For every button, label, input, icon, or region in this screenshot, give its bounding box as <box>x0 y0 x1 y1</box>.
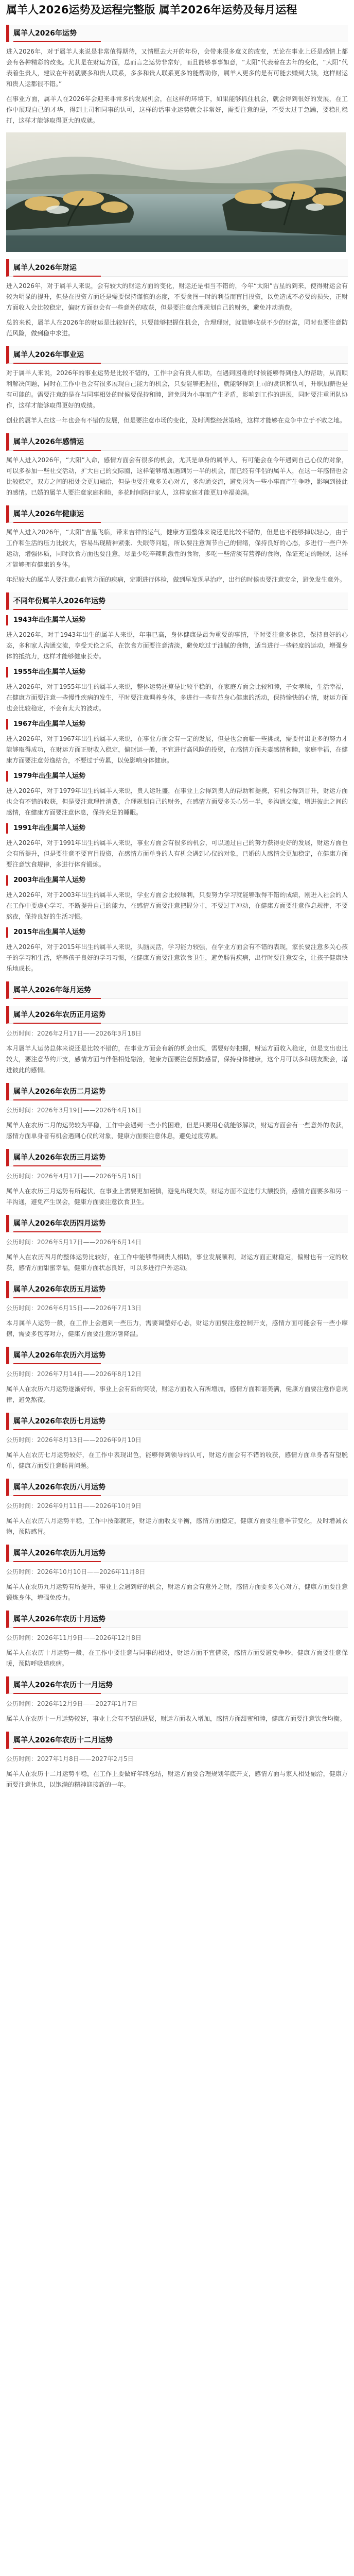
section-heading <box>6 592 348 610</box>
page-title: 属羊人2026运势及运程完整版 属羊2026年运势及每月运程 <box>6 4 297 16</box>
section-heading-text: 属羊人2026年农历九月运势 <box>13 1549 105 1557</box>
section-heading <box>6 433 348 451</box>
heading-underline <box>13 1297 101 1298</box>
section-heading <box>6 259 348 277</box>
paragraph: 进入2026年，对于1967年出生的属羊人来说，在事业方面会有一定的发展，但是也会面临一些挑战，需要付出更多的努力才能够取得成功，在财运方面正财收入稳定，偏财运一般，不宜进行高风险的投资，在感情方面夫妻感情和睦，家庭幸福，在健康方面要注意劳逸结合，不要过于劳累，以免影响身体健康。 <box>6 735 348 764</box>
paragraph: 创业的属羊人在这一年也会有不错的发展，但是要注意市场的变化，及时调整经营策略，这样才能够在竞争中立于不败之地。 <box>6 417 346 424</box>
section-heading <box>6 1479 348 1496</box>
heading-underline <box>13 276 101 277</box>
paragraph: 属羊人在农历七月运势较好，在工作中表现出色，能够得到领导的认可，财运方面会有不错的收获，感情方面单身者有望脱单，健康方面要注意肠胃问题。 <box>6 1451 348 1469</box>
section-heading-text: 属羊人2026年农历正月运势 <box>13 1011 105 1019</box>
paragraph: 属羊人在农历六月运势逐渐好转，事业上会有新的突破，财运方面收入有所增加，感情方面和谐美满，健康方面要注意作息规律，避免熬夜。 <box>6 1385 348 1403</box>
date-range: 公历时间：2026年7月14日——2026年8月12日 <box>6 1370 141 1378</box>
paragraph: 属羊人进入2026年，“太阳”吉星飞临，带来吉祥的运气，健康方面整体来说还是比较不错的，但是也不能够掉以轻心，由于工作和生活的压力比较大，容易出现精神紧张、失眠等问题，所以要注意调节自己的情绪，保持良好的心态，多进行一些户外运动，增强体质，同时饮食方面也要注意，尽量少吃辛辣刺激性的食物，多吃一些清淡有营养的食物，保证充足的睡眠，这样才能够拥有健康的身体。 <box>6 529 348 568</box>
section-heading <box>6 1215 348 1232</box>
paragraph: 进入2026年，对于1991年出生的属羊人来说，事业方面会有很多的机会，可以通过自己的努力获得更好的发展，财运方面也会有所提升，但是要注意不要盲目投资，在感情方面单身的人有机会遇到心仪的对象，已婚的人感情会更加稳定，在健康方面要注意饮食规律，多进行体育锻炼。 <box>6 839 348 868</box>
section-heading <box>6 1281 348 1298</box>
section-heading-text: 不同年份属羊人2026年运势 <box>13 597 105 605</box>
heading-underline <box>13 1693 101 1694</box>
section-heading-text: 属羊人2026年农历二月运势 <box>13 1088 105 1096</box>
heading-underline <box>13 609 101 610</box>
paragraph: 进入2026年，对于1955年出生的属羊人来说，整体运势还算是比较平稳的，在家庭方面会比较和睦，子女孝顺，生活幸福，在健康方面要注意一些慢性疾病的发生，平时要注意调养身体，多进行一些有益身心健康的活动，保持愉快的心情，财运方面也会比较稳定，不会有太大的波动。 <box>6 683 348 712</box>
paragraph: 进入2026年，对于1979年出生的属羊人来说，贵人运旺盛，在事业上会得到贵人的帮助和提携，有机会得到晋升，财运方面也会有不错的收获，但是要注意理性消费，合理规划自己的财务，在感情方面要多关心另一半，多沟通交流，增进彼此之间的感情，在健康方面要注意休息，保持充足的睡眠。 <box>6 787 348 816</box>
heading-underline <box>13 450 101 451</box>
heading-underline <box>13 522 101 523</box>
section-heading-text: 属羊人2026年健康运 <box>13 510 84 518</box>
section-heading-text: 属羊人2026年农历三月运势 <box>13 1154 105 1162</box>
heading-underline <box>13 1023 101 1024</box>
heading-underline <box>13 1429 101 1430</box>
section-heading-text: 属羊人2026年农历十月运势 <box>13 1615 105 1623</box>
section-heading-text: 属羊人2026年每月运势 <box>13 986 91 994</box>
heading-underline <box>13 1099 101 1100</box>
paragraph: 进入2026年，对于属羊人来说，会有较大的财运方面的变化，财运还是相当不错的，今年“太阳”吉星的到来，使得财运会有较为明显的提升，但是在投资方面还是需要保持谨慎的态度，不要贪图一时的利益而盲目投资，以免造成不必要的损失，正财方面收入会比较稳定，偏财方面也会有一些意外的收获，但是要注意合理规划自己的财务，避免冲动消费。 <box>6 282 348 311</box>
section-heading <box>6 1611 348 1628</box>
date-range: 公历时间：2026年2月17日——2026年3月18日 <box>6 1030 141 1037</box>
section-heading <box>6 1676 348 1694</box>
section-heading-text: 属羊人2026年农历六月运势 <box>13 1351 105 1360</box>
sub-heading: 1991年出生属羊人运势 <box>6 823 348 834</box>
section-heading <box>6 1083 348 1100</box>
section-heading-text: 属羊人2026年农历七月运势 <box>13 1417 105 1426</box>
heading-underline <box>13 1561 101 1562</box>
paragraph: 属羊人在农历十二月运势平稳，在工作上要做好年终总结，财运方面要合理规划年底开支，感情方面与家人相处融洽，健康方面要注意休息，以饱满的精神迎接新的一年。 <box>6 1770 348 1788</box>
section-heading <box>6 1545 348 1562</box>
landscape-painting-image <box>6 132 346 252</box>
paragraph: 进入2026年，对于2003年出生的属羊人来说，学业方面会比较顺利，只要努力学习就能够取得不错的成绩，刚进入社会的人在工作中要虚心学习，不断提升自己的能力，在感情方面要注意把握分寸，不要过于冲动，在健康方面要注意作息规律，不要熬夜，保持良好的生活习惯。 <box>6 891 348 920</box>
heading-underline <box>13 998 101 999</box>
date-range: 公历时间：2026年5月17日——2026年6月14日 <box>6 1239 141 1246</box>
paragraph: 属羊人在农历九月运势有所提升，事业上会遇到好的机会，财运方面会有意外之财，感情方面要多关心对方，健康方面要注意锻炼身体，增强免疫力。 <box>6 1583 348 1601</box>
heading-underline <box>13 1363 101 1364</box>
paragraph: 进入2026年，对于1943年出生的属羊人来说，年事已高，身体健康是最为重要的事情，平时要注意多休息，保持良好的心态，多和家人沟通交流，享受天伦之乐，在饮食方面要注意清淡，避免吃过于油腻的食物，适当进行一些轻度的运动，增强身体的抵抗力，这样才能够健康长寿。 <box>6 631 348 660</box>
paragraph: 总的来说，属羊人在2026年的财运是比较好的，只要能够把握住机会，合理理财，就能够收获不少的财富，同时也要注意防范风险，做到稳中求进。 <box>6 319 348 337</box>
paragraph: 属羊人在农历八月运势平稳，工作中按部就班，财运方面收支平衡，感情方面稳定，健康方面要注意季节变化，及时增减衣物，预防感冒。 <box>6 1517 348 1535</box>
heading-underline <box>13 1748 101 1749</box>
date-range: 公历时间：2026年9月11日——2026年10月9日 <box>6 1502 141 1510</box>
heading-underline <box>13 1231 101 1232</box>
section-heading-text: 属羊人2026年运势 <box>13 29 77 38</box>
section-heading <box>6 1732 348 1749</box>
section-heading-text: 属羊人2026年财运 <box>13 264 77 272</box>
sub-heading: 1955年出生属羊人运势 <box>6 667 348 677</box>
section-heading-text: 属羊人2026年事业运 <box>13 351 84 359</box>
date-range: 公历时间：2026年10月10日——2026年11月8日 <box>6 1568 146 1575</box>
section-heading-text: 属羊人2026年农历十二月运势 <box>13 1736 113 1744</box>
date-range: 公历时间：2026年4月17日——2026年5月16日 <box>6 1173 141 1180</box>
section-heading-text: 属羊人2026年感情运 <box>13 438 84 446</box>
section-heading <box>6 1347 348 1364</box>
paragraph: 属羊人在农历十月运势一般，在工作中要注意与同事的相处，财运方面不宜借贷，感情方面要避免争吵，健康方面要注意保暖，预防呼吸道疾病。 <box>6 1649 348 1667</box>
paragraph: 本月属羊人运势总体来说还是比较不错的，在事业方面会有新的机会出现，需要好好把握，财运方面收入稳定，但是支出也比较大，要注意节约开支，感情方面与伴侣相处融洽，健康方面要注意预防感冒，保持身体健康，这个月可以多和朋友聚会，增进彼此的感情。 <box>6 1045 348 1074</box>
section-heading-text: 属羊人2026年农历八月运势 <box>13 1483 105 1492</box>
date-range: 公历时间：2026年12月9日——2027年1月7日 <box>6 1700 138 1707</box>
article-body <box>6 25 348 1790</box>
paragraph: 进入2026年，对于属羊人来说是非常值得期待，又情愿去大开的年份，会带来很多意义的改变，无论在事业上还是感情上都会有各种精彩的改变。尤其是在财运方面，总而言之运势非常好，而且能够事事如意，“太阳”代表着在去年的变化，“大阳”代表着生贵人，建议在年初就要多和贵人联系，多多和贵人联系更多的能帮助你，属羊人更多的是有可能去赚到大钱，这样财运和贵人运都很不错。” <box>6 48 348 88</box>
heading-underline <box>13 1165 101 1166</box>
heading-underline <box>13 1627 101 1628</box>
paragraph: 属羊人进入2026年，“大阳”入命，感情方面会有很多的机会，尤其是单身的属羊人，有可能会在今年遇到自己心仪的对象，可以多参加一些社交活动，扩大自己的交际圈，这样能够增加遇到另一半的机会，而已经有伴侣的属羊人，在这一年感情也会比较稳定，双方之间的相处会更加融洽，但是也要注意多关心对方，多沟通交流，避免因为一些小事而产生争吵，影响到彼此的感情。已婚的属羊人要注意家庭和睦，多花时间陪伴家人，这样家庭才能更加幸福美满。 <box>6 456 348 496</box>
date-range: 公历时间：2027年1月8日——2027年2月5日 <box>6 1755 134 1762</box>
date-range: 公历时间：2026年8月13日——2026年9月10日 <box>6 1436 141 1444</box>
sub-heading: 2015年出生属羊人运势 <box>6 927 348 938</box>
section-heading-text: 属羊人2026年农历四月运势 <box>13 1219 105 1228</box>
heading-underline <box>13 363 101 364</box>
paragraph: 属羊人在农历三月运势有所起伏，在事业上需要更加谨慎，避免出现失误，财运方面不宜进行大额投资，感情方面要多和另一半沟通，避免产生误会，健康方面要注意饮食卫生。 <box>6 1188 348 1206</box>
paragraph: 本月属羊人运势一般，在工作上会遇到一些压力，需要调整好心态，财运方面要注意控制开支，感情方面可能会有一些小摩擦，需要多包容对方，健康方面要注意防暑降温。 <box>6 1319 348 1337</box>
section-heading <box>6 346 348 364</box>
section-heading <box>6 505 348 523</box>
paragraph: 属羊人在农历二月的运势较为平稳，工作中会遇到一些小的困难，但是只要用心就能够解决，财运方面会有一些意外的收获，感情方面单身者有机会遇到心仪的对象，健康方面要注意休息，避免过度劳累。 <box>6 1122 348 1140</box>
section-heading <box>6 981 348 999</box>
paragraph: 属羊人在农历十一月运势较好，事业上会有不错的进展，财运方面收入增加，感情方面甜蜜和睦，健康方面要注意饮食均衡。 <box>6 1715 346 1722</box>
heading-underline <box>13 1495 101 1496</box>
section-heading <box>6 25 348 42</box>
sub-heading: 2003年出生属羊人运势 <box>6 875 348 886</box>
section-heading <box>6 1413 348 1430</box>
paragraph: 对于属羊人来说，2026年的事业运势是比较不错的，工作中会有贵人相助，在遇到困难的时候能够得到他人的帮助，从而顺利解决问题，同时在工作中也会有很多展现自己能力的机会，只要能够把握住，就能够得到上司的赏识和认可，升职加薪也是有可能的。需要注意的是在与同事相处的时候要保持和睦，避免因为小事而产生矛盾，影响到工作的进展，同时要注重团队协作，这样才能够取得更好的成绩。 <box>6 369 348 409</box>
heading-underline <box>13 41 101 42</box>
date-range: 公历时间：2026年3月19日——2026年4月16日 <box>6 1107 141 1114</box>
sub-heading: 1943年出生属羊人运势 <box>6 615 348 625</box>
section-heading-text: 属羊人2026年农历五月运势 <box>13 1285 105 1294</box>
paragraph: 进入2026年，对于2015年出生的属羊人来说，头脑灵活，学习能力较强，在学业方面会有不错的表现，家长要注意多关心孩子的学习和生活，培养孩子良好的学习习惯，在健康方面要注意饮食卫生，避免肠胃疾病，出行时要注意安全，让孩子健康快乐地成长。 <box>6 943 348 972</box>
paragraph: 属羊人在农历四月的整体运势比较好，在工作中能够得到贵人相助，事业发展顺利，财运方面正财稳定，偏财也有一定的收获，感情方面甜蜜幸福，健康方面状态良好，可以多进行户外运动。 <box>6 1253 348 1272</box>
date-range: 公历时间：2026年6月15日——2026年7月13日 <box>6 1304 141 1312</box>
section-heading <box>6 1006 348 1024</box>
paragraph: 在事业方面，属羊人在2026年会迎来非常多的发展机会，在这样的环境下，如果能够抓住机会，就会得到很好的发展，在工作中展现自己的才华，得到上司和同事的认可，这样的话事业运势就会非常好，需要注意的是，不要太过于急躁，要稳扎稳打，这样才能够取得更大的成就。 <box>6 95 348 124</box>
section-heading-text: 属羊人2026年农历十一月运势 <box>13 1681 113 1689</box>
paragraph: 年纪较大的属羊人要注意心血管方面的疾病，定期进行体检，做到早发现早治疗，出行的时候也要注意安全，避免发生意外。 <box>6 576 346 583</box>
date-range: 公历时间：2026年11月9日——2026年12月8日 <box>6 1634 141 1641</box>
sub-heading: 1967年出生属羊人运势 <box>6 719 348 730</box>
section-heading <box>6 1149 348 1166</box>
sub-heading: 1979年出生属羊人运势 <box>6 771 348 782</box>
